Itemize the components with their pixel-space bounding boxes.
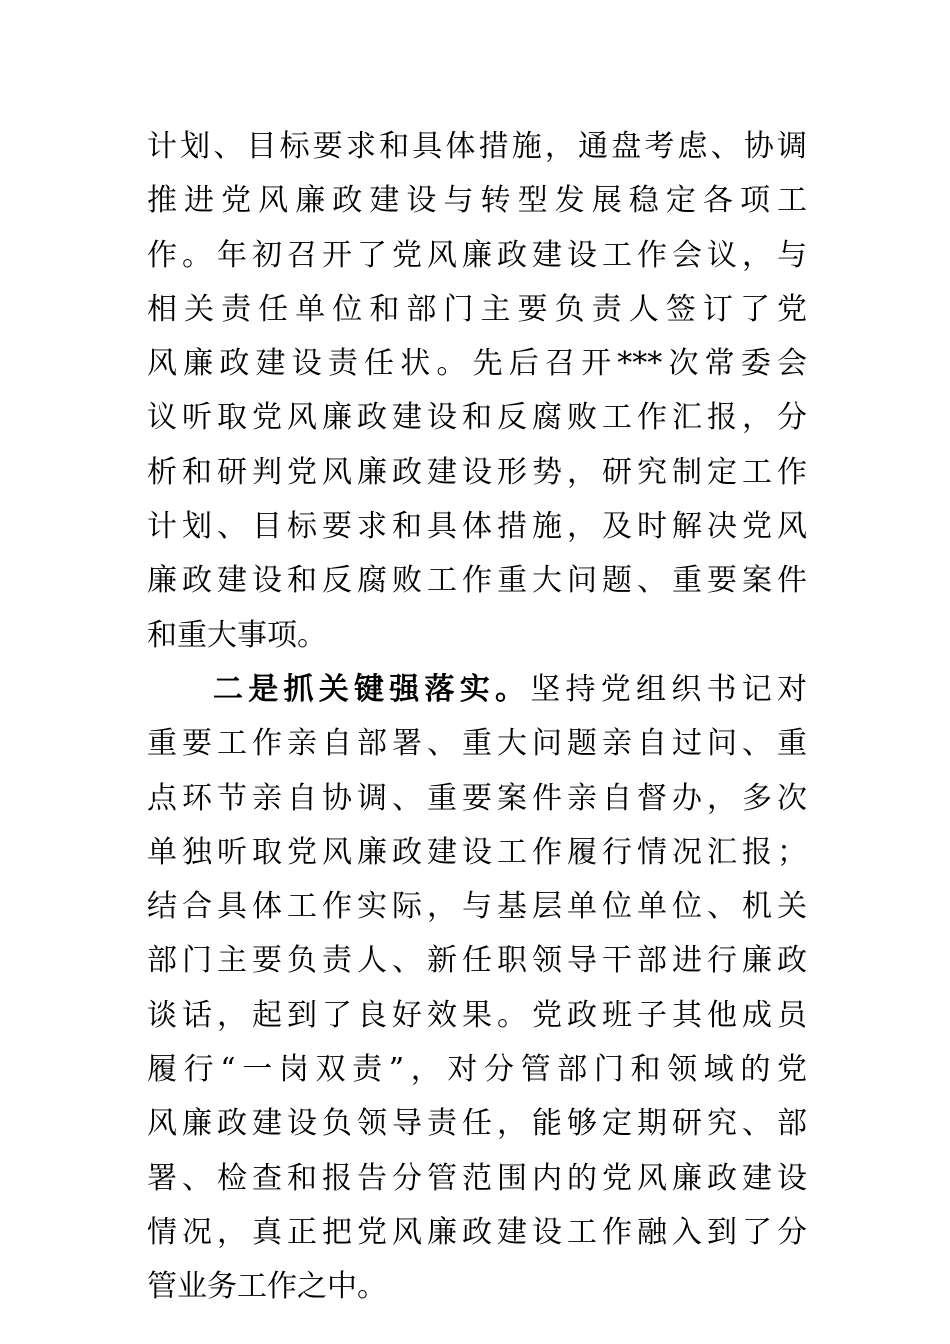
paragraph-line: 风廉政建设责任状。先后召开***次常委会 <box>147 346 807 382</box>
paragraph-line: 履行“一岗双责”，对分管部门和领域的党 <box>147 1052 807 1088</box>
paragraph-line: 析和研判党风廉政建设形势，研究制定工作 <box>147 454 807 490</box>
paragraph-2 <box>147 663 807 1315</box>
paragraph-line: 计划、目标要求和具体措施，及时解决党风 <box>147 509 807 545</box>
paragraph-line: 点环节亲自协调、重要案件亲自督办，多次 <box>147 780 807 816</box>
paragraph-line: 部门主要负责人、新任职领导干部进行廉政 <box>147 943 807 979</box>
paragraph-line: 推进党风廉政建设与转型发展稳定各项工 <box>147 183 807 219</box>
paragraph-line: 谈话，起到了良好效果。党政班子其他成员 <box>147 997 807 1033</box>
paragraph-line: 情况，真正把党风廉政建设工作融入到了分 <box>147 1214 807 1250</box>
paragraph-line: 重要工作亲自部署、重大问题亲自过问、重 <box>147 726 807 762</box>
paragraph-line: 和重大事项。 <box>147 617 327 653</box>
paragraph-1 <box>147 120 807 663</box>
paragraph-line: 结合具体工作实际，与基层单位单位、机关 <box>147 889 807 925</box>
paragraph-first-line-text: 坚持党组织书记对 <box>530 671 807 707</box>
paragraph-line: 计划、目标要求和具体措施，通盘考虑、协调 <box>147 129 807 164</box>
paragraph-line: 单独听取党风廉政建设工作履行情况汇报； <box>147 834 807 870</box>
paragraph-line: 管业务工作之中。 <box>147 1269 387 1305</box>
document-body <box>147 120 807 1315</box>
paragraph-line: 廉政建设和反腐败工作重大问题、重要案件 <box>147 563 807 599</box>
paragraph-line: 议听取党风廉政建设和反腐败工作汇报，分 <box>147 400 807 436</box>
paragraph-line: 风廉政建设负领导责任，能够定期研究、部 <box>147 1106 807 1142</box>
paragraph-first-line <box>147 663 807 717</box>
paragraph-line: 作。年初召开了党风廉政建设工作会议，与 <box>147 237 807 273</box>
paragraph-heading: 二是抓关键强落实。 <box>213 671 531 707</box>
paragraph-line: 相关责任单位和部门主要负责人签订了党 <box>147 291 807 327</box>
paragraph-line: 署、检查和报告分管范围内的党风廉政建设 <box>147 1160 807 1196</box>
